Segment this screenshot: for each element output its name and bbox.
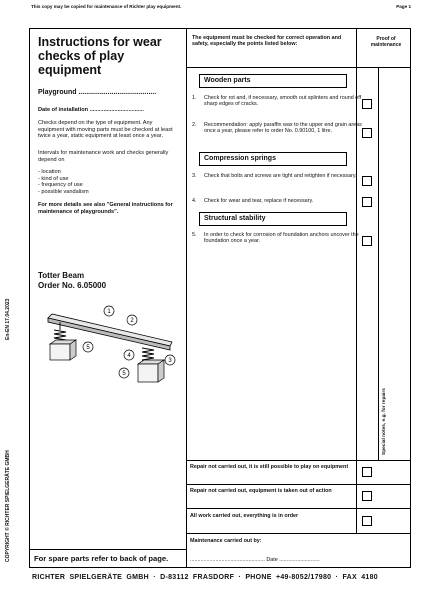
callout-1: 1 xyxy=(107,309,111,315)
checkbox-item-1[interactable] xyxy=(362,99,372,109)
section-structural-stability: Structural stability xyxy=(199,212,347,226)
more-details: For more details see also "General instructions for maintenance of playgrounds". xyxy=(38,202,173,215)
checks-text: Checks depend on the type of equipment. Any equipment with moving parts must be checked at least twice a year, static equipment at least once a year. xyxy=(38,120,173,140)
callout-5: 5 xyxy=(86,345,90,351)
callout-4: 4 xyxy=(127,353,131,359)
item-text: In order to check for corrosion of foundation anchors uncover the foundation once a year. xyxy=(204,232,359,245)
list-item: - location xyxy=(38,169,61,175)
product-name: Totter Beam xyxy=(38,271,85,280)
row-line-4 xyxy=(186,533,411,534)
callout-5b: 5 xyxy=(122,371,126,377)
copy-note: This copy may be copied for maintenance of Richter play equipment. xyxy=(31,4,182,9)
sidebar-date: En-EN 17.04.2023 xyxy=(5,298,11,340)
spare-divider xyxy=(29,549,186,550)
spare-parts-note: For spare parts refer to back of page. xyxy=(34,554,169,563)
row-line-1 xyxy=(186,460,411,461)
special-notes-label: Special notes, e.g. for repairs xyxy=(382,388,387,455)
checkbox-status-playable[interactable] xyxy=(362,467,372,477)
item-text: Check for rot and, if necessary, smooth out splinters and round off sharp edges of cracks. xyxy=(204,95,362,108)
list-item: - frequency of use xyxy=(38,182,83,189)
order-number: Order No. 6.05000 xyxy=(38,281,107,290)
installation-date-field: Date of installation ................................... xyxy=(38,107,144,113)
status-row-playable: Repair not carried out, it is still possible to play on equipment xyxy=(190,464,349,470)
callout-2: 2 xyxy=(130,318,134,324)
row-line-2 xyxy=(186,484,411,485)
maintenance-by-label: Maintenance carried out by: xyxy=(190,538,262,544)
checkbox-status-all-done[interactable] xyxy=(362,516,372,526)
checklist-header: The equipment must be checked for correct operation and safety, especially the points listed below: xyxy=(192,35,342,48)
checkbox-status-out-of-action[interactable] xyxy=(362,491,372,501)
status-row-all-done: All work carried out, everything is in order xyxy=(190,513,299,519)
checkbox-item-3[interactable] xyxy=(362,176,372,186)
callout-3: 3 xyxy=(168,358,172,364)
column-divider xyxy=(186,28,187,568)
checkbox-item-5[interactable] xyxy=(362,236,372,246)
proof-of-maintenance: Proof of maintenance xyxy=(370,36,402,48)
status-row-out-of-action: Repair not carried out, equipment is taken out of action xyxy=(190,488,332,494)
intervals-list xyxy=(38,169,178,195)
totter-beam-illustration xyxy=(42,300,182,400)
item-text: Recommendation: apply paraffin wax to the upper end grain areas once a year, please refer to order No. 0.90100, 1 litre. xyxy=(204,122,362,135)
row-line-3 xyxy=(186,508,411,509)
checkbox-item-4[interactable] xyxy=(362,197,372,207)
page-number: Page 1 xyxy=(396,4,411,9)
sidebar xyxy=(2,210,16,570)
sidebar-copyright: COPYRIGHT © RICHTER SPIELGERÄTE GMBH xyxy=(5,450,11,562)
item-number: 1. xyxy=(192,95,197,101)
item-number: 4. xyxy=(192,198,197,204)
company-footer: RICHTER SPIELGERÄTE GMBH · D-83112 FRASDORF · PHONE +49-8052/17980 · FAX 4180 xyxy=(32,574,378,581)
item-number: 3. xyxy=(192,173,197,179)
item-number: 5. xyxy=(192,232,197,238)
item-number: 2. xyxy=(192,122,197,128)
section-wooden-parts: Wooden parts xyxy=(199,74,347,88)
item-text: Check that bolts and screws are tight and retighten if necessary. xyxy=(204,173,357,179)
page-title: Instructions for wear checks of play equipment xyxy=(38,35,162,77)
notes-divider xyxy=(378,67,379,460)
list-item: - possible vandalism xyxy=(38,188,89,195)
section-compression-springs: Compression springs xyxy=(199,152,347,166)
item-text: Check for wear and tear, replace if necessary. xyxy=(204,198,314,204)
list-item: - kind of use xyxy=(38,175,69,182)
signature-date-line[interactable]: .................................................. Date ........................... xyxy=(190,557,320,563)
intervals-text: Intervals for maintenance work and checks generally depend on xyxy=(38,150,169,163)
checkbox-item-2[interactable] xyxy=(362,128,372,138)
playground-field: Playground ........................................ xyxy=(38,89,157,96)
